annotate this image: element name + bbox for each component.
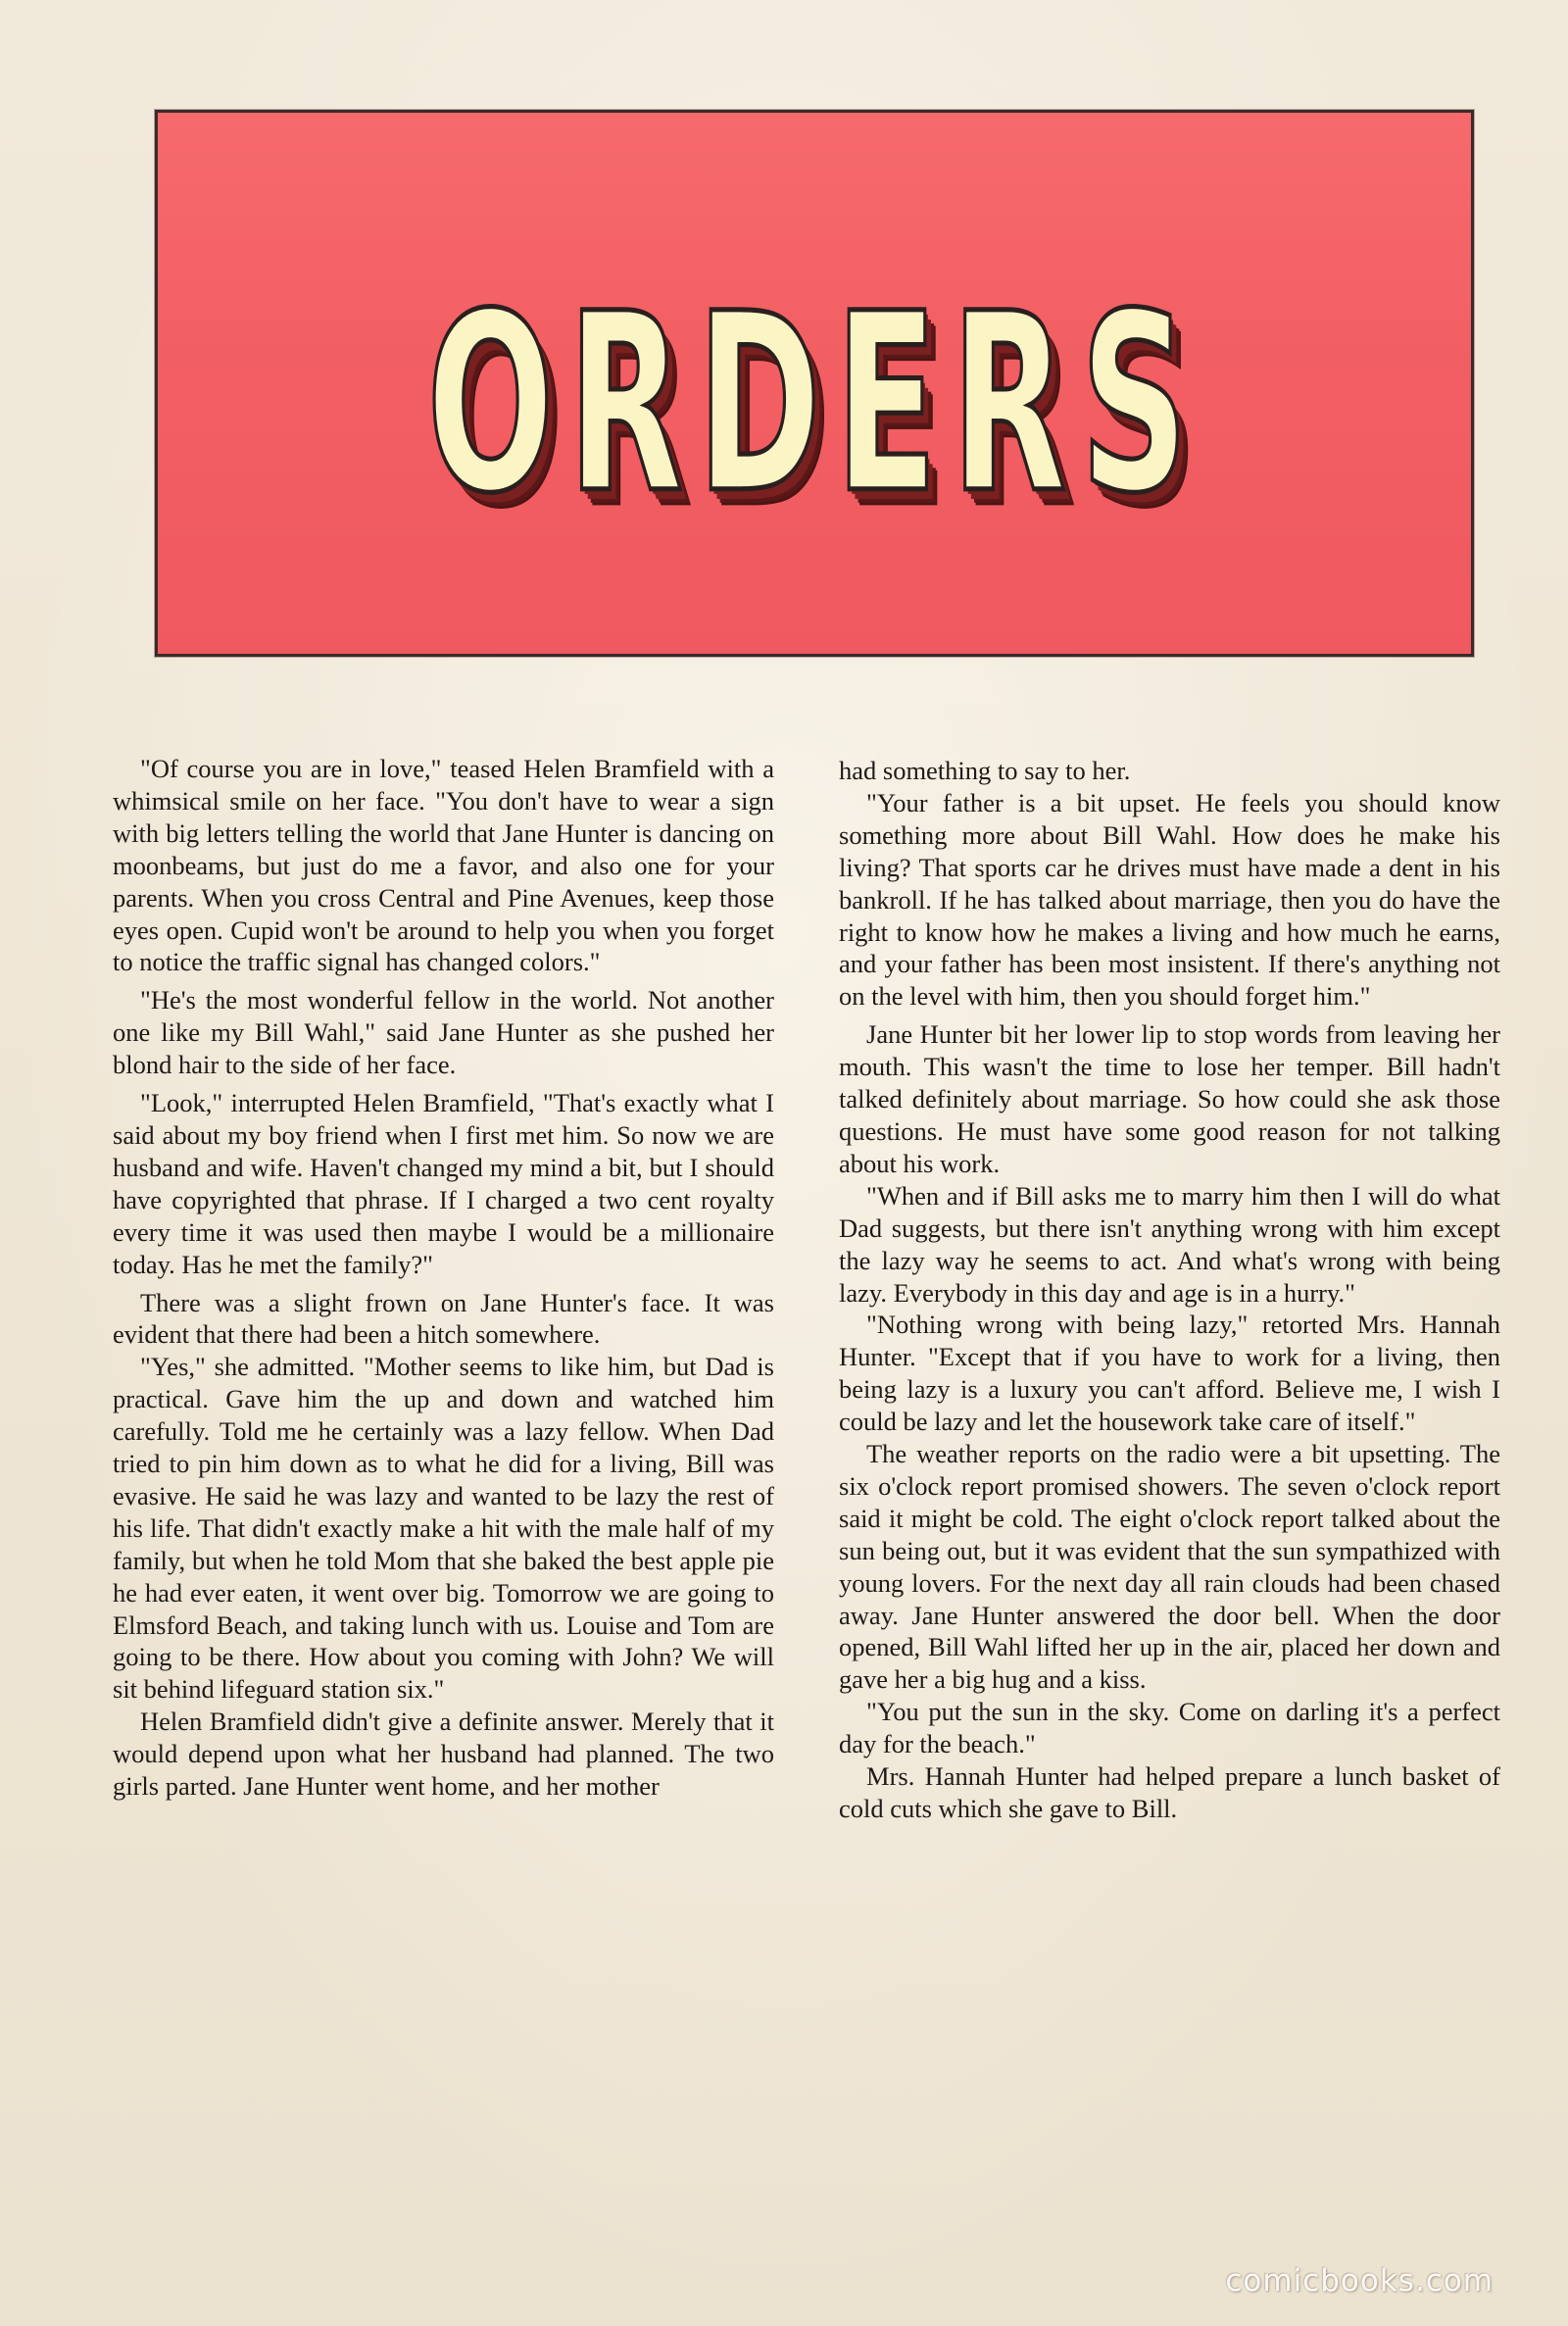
paragraph: "When and if Bill asks me to marry him then I will do what Dad suggests, but there isn't anything wrong with him except the lazy way he seems to act. And what's wrong with being lazy. Everybody in this day and age is in a hurry." <box>839 1180 1500 1308</box>
paragraph: The weather reports on the radio were a bit upsetting. The six o'clock report promised showers. The seven o'clock report said it might be cold. The eight o'clock report talked about the sun being out, but it was evident that the sun sympathized with young lovers. For the next day all rain clouds had been chased away. Jane Hunter answered the door bell. When the door opened, Bill Wahl lifted her up in the air, placed her down and gave her a big hug and a kiss. <box>839 1439 1500 1695</box>
paragraph: "Yes," she admitted. "Mother seems to like him, but Dad is practical. Gave him the up and down and watched him carefully. Told me he certainly was a lazy fellow. When Dad tried to pin him down as to what he did for a living, Bill was evasive. He said he was lazy and wanted to be lazy the rest of his life. That didn't exactly make a hit with the male half of my family, but when he told Mom that she baked the best apple pie he had ever eaten, it went over big. Tomorrow we are going to Elmsford Beach, and taking lunch with us. Louise and Tom are going to be there. How about you coming with John? We will sit behind lifeguard station six." <box>113 1352 774 1705</box>
left-text-column <box>113 753 774 1803</box>
paragraph: Helen Bramfield didn't give a definite answer. Merely that it would depend upon what her husband had planned. The two girls parted. Jane Hunter went home, and her mother <box>113 1707 774 1802</box>
paragraph: There was a slight frown on Jane Hunter's face. It was evident that there had been a hitch somewhere. <box>113 1287 774 1350</box>
site-watermark: comicbooks.com <box>1225 2263 1494 2299</box>
paragraph: "He's the most wonderful fellow in the world. Not another one like my Bill Wahl," said Jane Hunter as she pushed her blond hair to the side of her face. <box>113 985 774 1080</box>
right-text-column <box>839 755 1500 1825</box>
paragraph: had something to say to her. <box>839 756 1131 785</box>
paragraph: "You put the sun in the sky. Come on darling it's a perfect day for the beach." <box>839 1697 1500 1759</box>
paragraph: "Your father is a bit upset. He feels you should know something more about Bill Wahl. How does he make his living? That sports car he drives must have made a dent in his bankroll. If he has talked about marriage, then you do have the right to know how he makes a living and how much he earns, and your father has been most insistent. If there's anything not on the level with him, then you should forget him." <box>839 787 1500 1012</box>
paragraph: "Nothing wrong with being lazy," retorted Mrs. Hannah Hunter. "Except that if you have to work for a living, then being lazy is a luxury you can't afford. Believe me, I wish I could be lazy and let the housework take care of itself." <box>839 1310 1500 1437</box>
title-panel <box>155 110 1474 657</box>
paragraph: "Look," interrupted Helen Bramfield, "That's exactly what I said about my boy friend when I first met him. So now we are husband and wife. Haven't changed my mind a bit, but I should have copyrighted that phrase. If I charged a two cent royalty every time it was used then maybe I would be a millionaire today. Has he met the family?" <box>113 1088 774 1279</box>
paragraph: "Of course you are in love," teased Helen Bramfield with a whimsical smile on her face. "You don't have to wear a sign with big letters telling the world that Jane Hunter is dancing on moonbeams, but just do me a favor, and also one for your parents. When you cross Central and Pine Avenues, keep those eyes open. Cupid won't be around to help you when you forget to notice the traffic signal has changed colors." <box>113 754 774 977</box>
paragraph: Jane Hunter bit her lower lip to stop words from leaving her mouth. This wasn't the time to lose her temper. Bill hadn't talked definitely about marriage. So how could she ask those questions. He must have some good reason for not talking about his work. <box>839 1019 1500 1178</box>
story-title: ORDERS <box>426 262 1202 548</box>
paragraph: Mrs. Hannah Hunter had helped prepare a lunch basket of cold cuts which she gave to Bill. <box>839 1761 1500 1823</box>
